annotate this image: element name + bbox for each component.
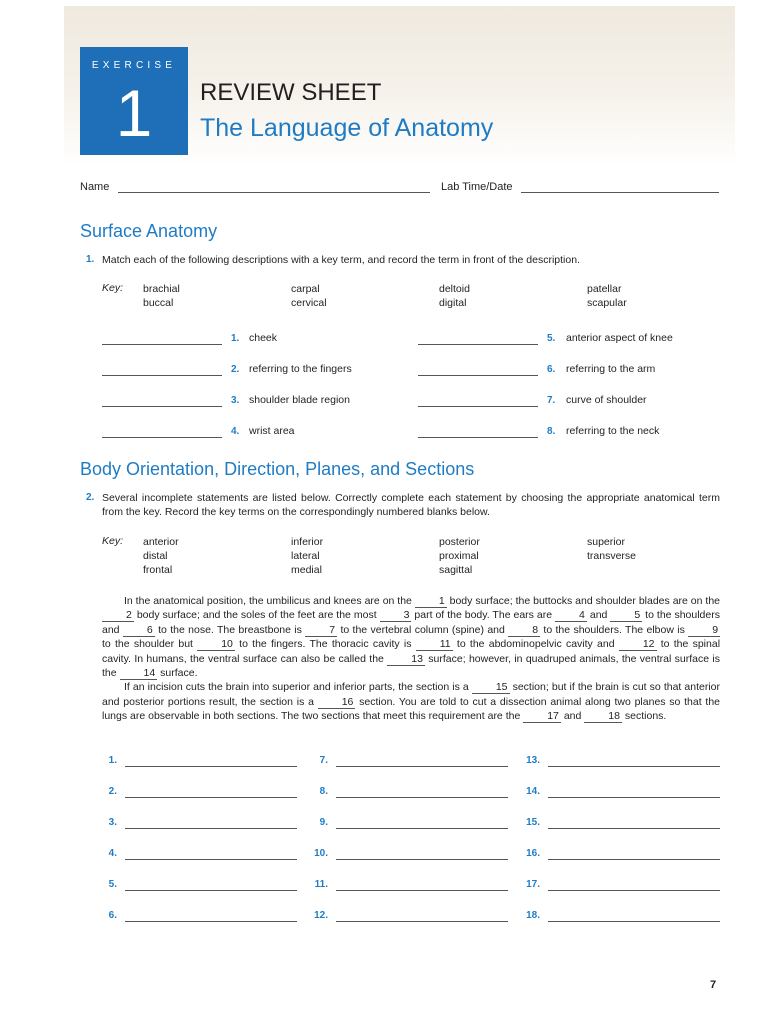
item-number: 2. — [231, 364, 240, 375]
answer-line[interactable] — [125, 921, 297, 922]
page-subtitle: The Language of Anatomy — [200, 114, 494, 142]
answer-number: 9. — [319, 817, 328, 828]
fill-blank: 2 — [102, 609, 134, 622]
fill-blank: 11 — [416, 638, 453, 651]
section-heading-body-orientation: Body Orientation, Direction, Planes, and Sections — [80, 459, 475, 479]
paragraph: In the anatomical position, the umbilicus and knees are on the 1 body surface; the buttocks and shoulder blades are on the 2 body surface; and the soles of the feet are the most 3 part of the body. The ears are 4 and 5 to the shoulders and 6 to the nose. The breastbone is 7 to the vertebral column (spine) and 8 to the shoulders. The elbow is 9 to the shoulder but 10 to the fingers. The thoracic cavity is 11 to the abdominopelvic cavity and 12 to the spinal cavity. In humans, the ventral surface can also be called the 13 surface; however, in quadruped animals, the ventral surface is the 14 surface. — [102, 595, 721, 680]
answer-number: 8. — [319, 786, 328, 797]
answer-number: 5. — [108, 879, 117, 890]
key-term: brachial — [143, 283, 180, 295]
answer-line[interactable] — [548, 828, 720, 829]
item-number: 6. — [547, 364, 556, 375]
answer-blank[interactable] — [102, 375, 222, 376]
fill-blank: 12 — [619, 638, 657, 651]
key-term: distal — [143, 550, 168, 562]
fill-blank: 6 — [123, 624, 155, 637]
key-term: sagittal — [439, 564, 473, 576]
key-term: buccal — [143, 297, 174, 309]
fill-blank: 4 — [555, 609, 587, 622]
fill-blank: 16 — [318, 696, 356, 709]
labtime-label: Lab Time/Date — [441, 181, 513, 193]
item-description: cheek — [249, 332, 278, 344]
answer-line[interactable] — [125, 890, 297, 891]
key-term: superior — [587, 536, 625, 548]
fill-blank: 10 — [197, 638, 235, 651]
answer-number: 12. — [314, 910, 328, 921]
answer-number: 3. — [108, 817, 117, 828]
answer-number: 16. — [526, 848, 540, 859]
fill-blank: 7 — [305, 624, 337, 637]
fill-blank: 3 — [380, 609, 412, 622]
fill-blank: 1 — [415, 595, 447, 608]
answer-line[interactable] — [125, 797, 297, 798]
key-term: carpal — [291, 283, 320, 295]
section-heading-surface-anatomy: Surface Anatomy — [80, 221, 218, 241]
answer-blank[interactable] — [418, 375, 538, 376]
question-number: 2. — [86, 492, 95, 503]
answer-blank[interactable] — [418, 344, 538, 345]
key-term: inferior — [291, 536, 324, 548]
exercise-number: 1 — [115, 76, 153, 150]
item-description: curve of shoulder — [566, 394, 647, 406]
answer-line[interactable] — [548, 797, 720, 798]
question-number: 1. — [86, 254, 95, 265]
answer-blank[interactable] — [102, 437, 222, 438]
key-term: proximal — [439, 550, 479, 562]
answer-number: 6. — [108, 910, 117, 921]
item-number: 4. — [231, 426, 240, 437]
fill-blank: 13 — [387, 653, 425, 666]
answer-number: 15. — [526, 817, 540, 828]
name-field[interactable] — [118, 192, 430, 193]
answer-line[interactable] — [125, 828, 297, 829]
key-term: anterior — [143, 536, 179, 548]
answer-line[interactable] — [548, 766, 720, 767]
item-description: referring to the fingers — [249, 363, 352, 375]
fill-blank: 17 — [523, 710, 561, 723]
answer-number: 14. — [526, 786, 540, 797]
fill-blank: 14 — [120, 667, 158, 680]
fill-blank: 8 — [508, 624, 540, 637]
answer-line[interactable] — [125, 859, 297, 860]
labtime-field[interactable] — [521, 192, 719, 193]
item-description: anterior aspect of knee — [566, 332, 673, 344]
item-number: 8. — [547, 426, 556, 437]
item-number: 3. — [231, 395, 240, 406]
page-title: REVIEW SHEET — [200, 79, 382, 106]
key-term: posterior — [439, 536, 480, 548]
key-term: scapular — [587, 297, 627, 309]
item-number: 7. — [547, 395, 556, 406]
key-term: frontal — [143, 564, 173, 576]
answer-line[interactable] — [336, 859, 508, 860]
answer-number: 10. — [314, 848, 328, 859]
answer-line[interactable] — [336, 797, 508, 798]
answer-line[interactable] — [336, 921, 508, 922]
answer-number: 1. — [108, 755, 117, 766]
answer-number: 18. — [526, 910, 540, 921]
question-text: Match each of the following descriptions with a key term, and record the term in front of the description. — [102, 254, 580, 266]
question-text: Several incomplete statements are listed below. Correctly complete each statement by choosing the appropriate anatomical term from the key. Record the key terms on the correspondingly numbered blanks below. — [102, 492, 720, 518]
key-term: lateral — [291, 550, 320, 562]
answer-blank[interactable] — [102, 406, 222, 407]
fill-blank: 18 — [584, 710, 622, 723]
answer-line[interactable] — [548, 921, 720, 922]
item-number: 1. — [231, 333, 240, 344]
fill-in-passage — [102, 594, 720, 724]
key-term: transverse — [587, 550, 637, 562]
answer-line[interactable] — [548, 859, 720, 860]
key-label: Key: — [102, 282, 124, 294]
answer-number: 7. — [319, 755, 328, 766]
answer-line[interactable] — [336, 890, 508, 891]
answer-line[interactable] — [336, 828, 508, 829]
answer-number: 11. — [314, 879, 328, 890]
item-description: wrist area — [249, 425, 295, 437]
name-label: Name — [80, 181, 110, 193]
answer-number: 4. — [108, 848, 117, 859]
key-label: Key: — [102, 535, 124, 547]
key-term: patellar — [587, 283, 622, 295]
key-term: cervical — [291, 297, 327, 309]
page-number: 7 — [710, 979, 717, 991]
paragraph: If an incision cuts the brain into superior and inferior parts, the section is a 15 section; but if the brain is cut so that anterior and posterior portions result, the section is a 16 section. You are told to cut a dissection animal along two planes so that the lungs are observable in both sections. The two sections that meet this requirement are the 17 and 18 sections. — [102, 681, 721, 723]
answer-number: 2. — [108, 786, 117, 797]
answer-line[interactable] — [336, 766, 508, 767]
item-number: 5. — [547, 333, 556, 344]
fill-blank: 5 — [610, 609, 642, 622]
exercise-label: EXERCISE — [91, 60, 177, 71]
answer-line[interactable] — [125, 766, 297, 767]
fill-blank: 15 — [472, 681, 510, 694]
fill-blank: 9 — [688, 624, 720, 637]
answer-number: 13. — [526, 755, 540, 766]
answer-number: 17. — [526, 879, 540, 890]
exercise-badge — [80, 47, 188, 155]
answer-line[interactable] — [548, 890, 720, 891]
answer-blank[interactable] — [418, 406, 538, 407]
item-description: referring to the arm — [566, 363, 656, 375]
key-term: medial — [291, 564, 322, 576]
answer-blank[interactable] — [418, 437, 538, 438]
key-term: deltoid — [439, 283, 470, 295]
key-term: digital — [439, 297, 467, 309]
item-description: referring to the neck — [566, 425, 660, 437]
item-description: shoulder blade region — [249, 394, 350, 406]
answer-blank[interactable] — [102, 344, 222, 345]
